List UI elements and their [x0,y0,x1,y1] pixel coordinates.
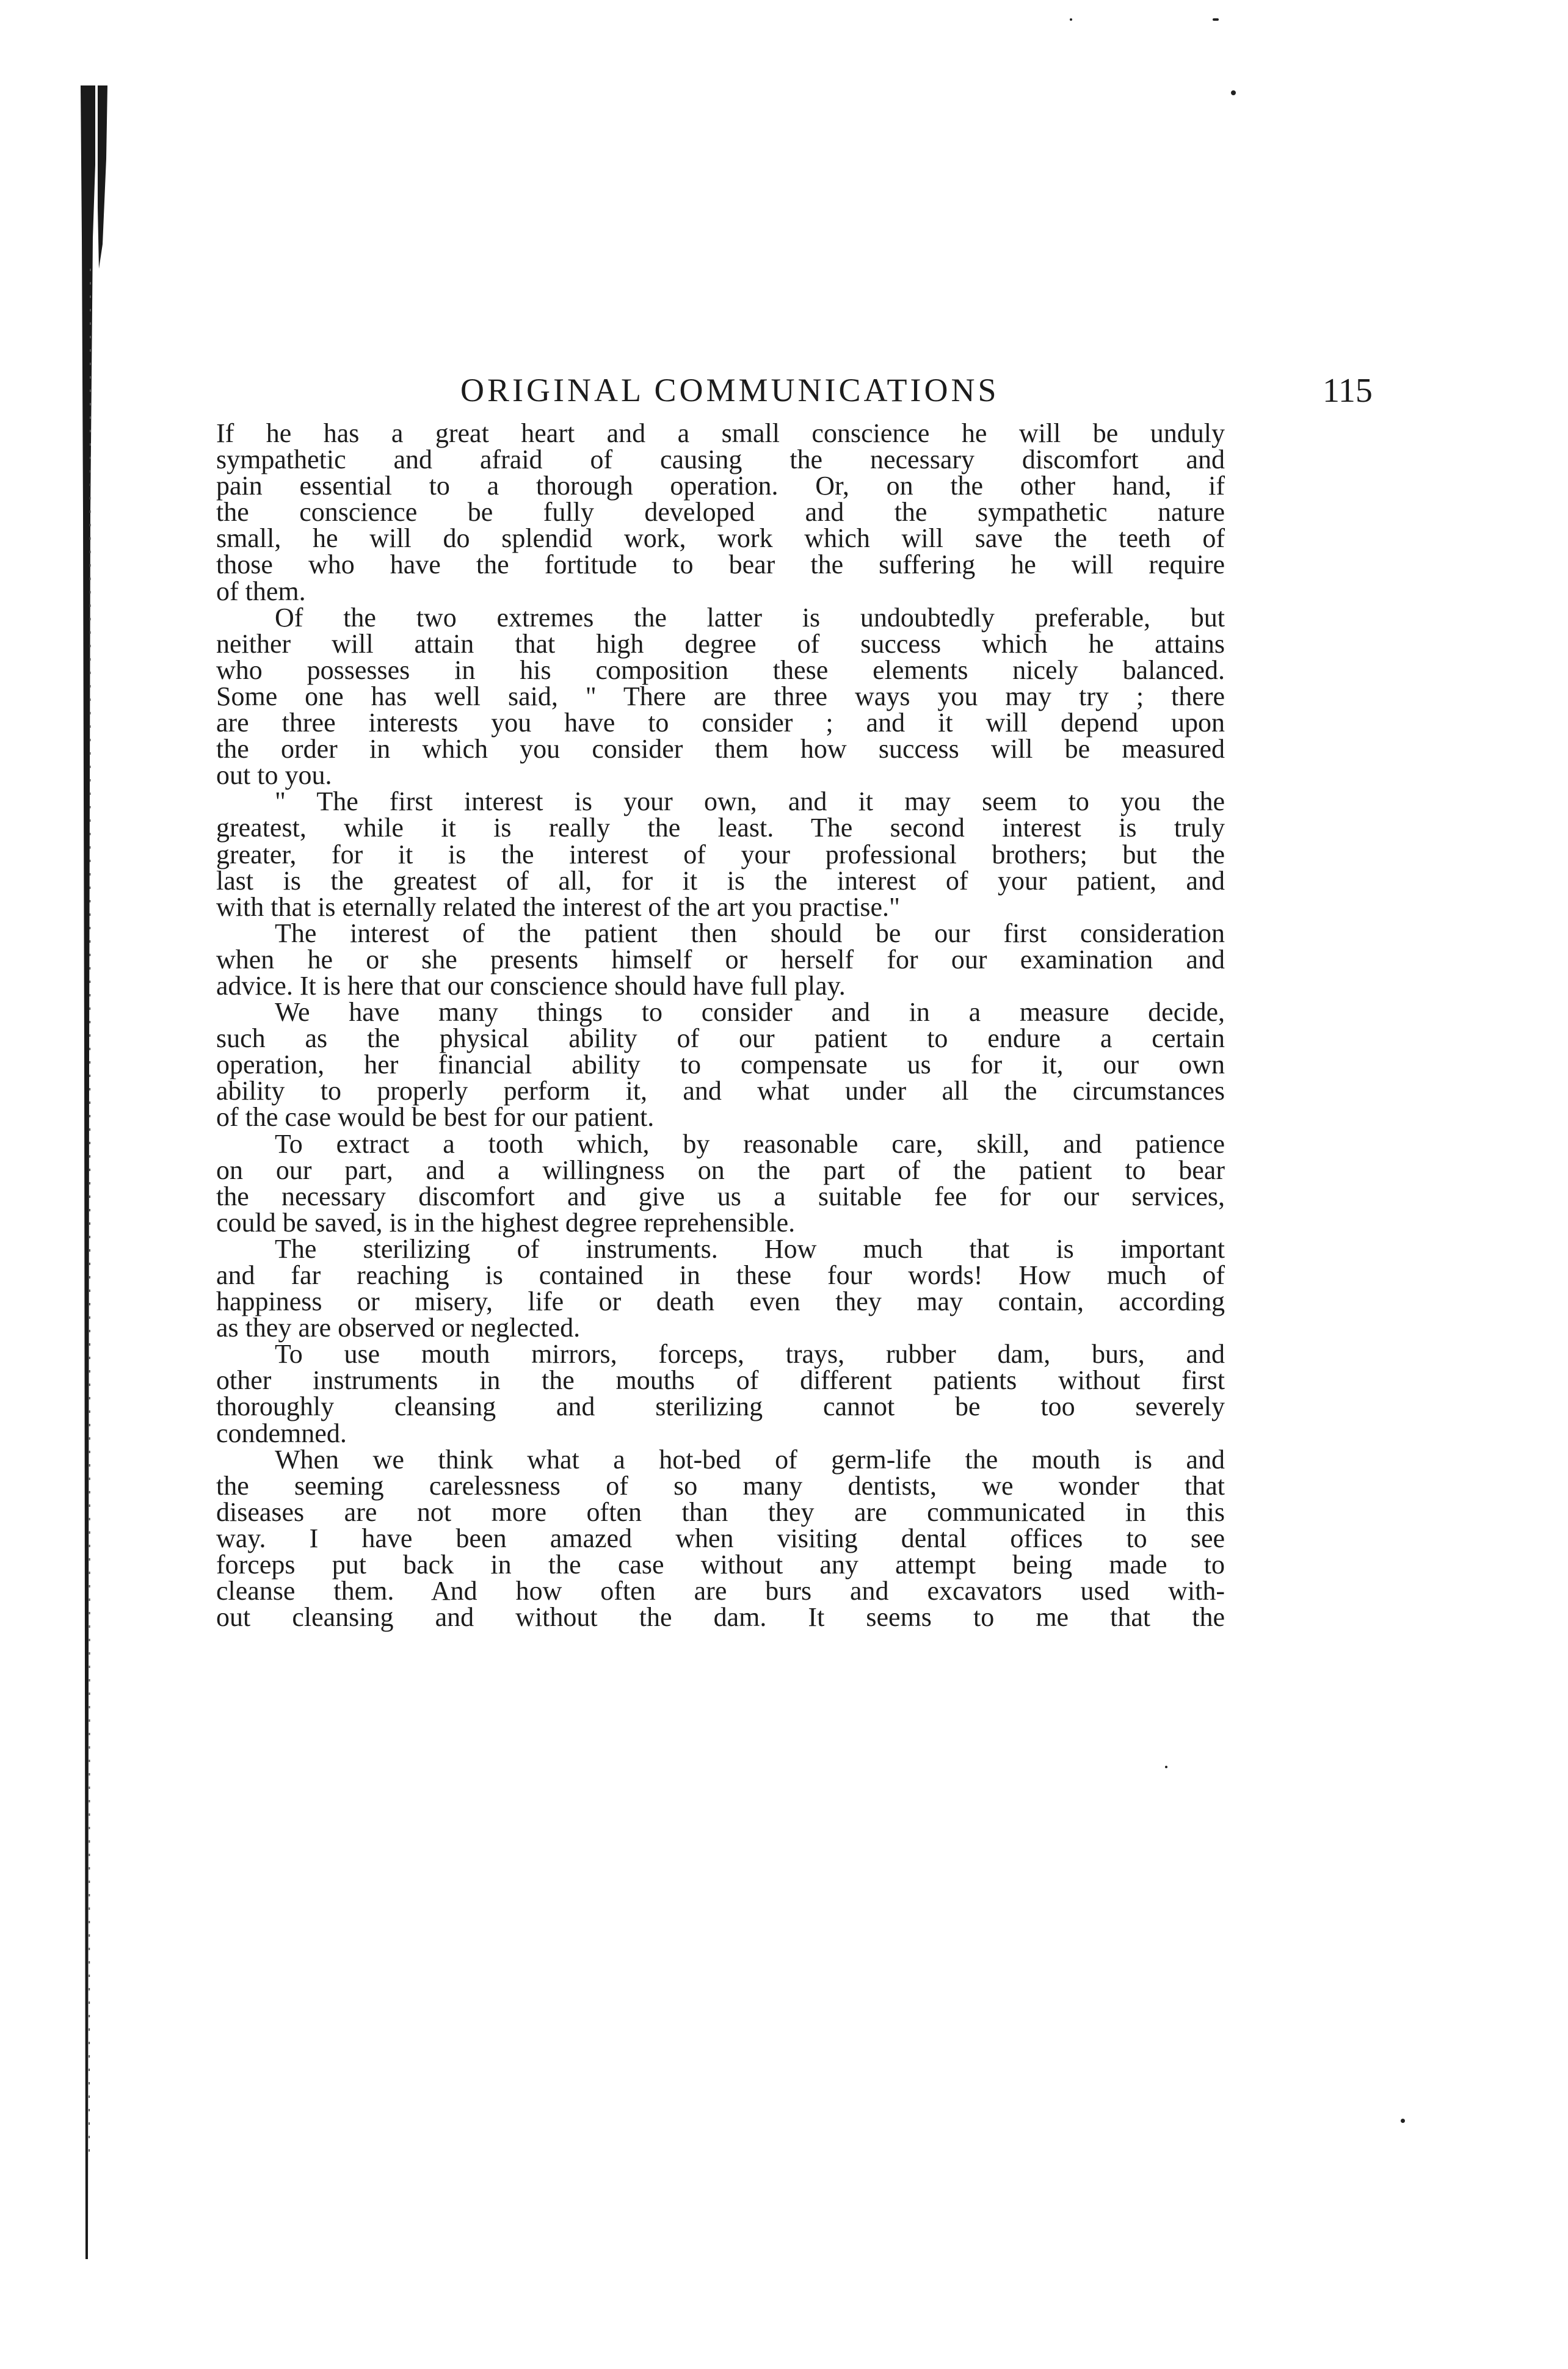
text-line: pain essential to a thorough operation. Or, on the other hand, if [216,471,1225,501]
text-line: happiness or misery, life or death even they may contain, according [216,1286,1225,1317]
ink-speck [1401,2119,1405,2123]
text-line: small, he will do splendid work, work which will save the teeth of [216,523,1225,554]
ink-speck [1213,18,1219,21]
text-line: other instruments in the mouths of different patients without first [216,1365,1225,1396]
text-line: The interest of the patient then should be our first consideration [275,918,1225,948]
text-line: out to you. [216,760,332,791]
text-line: If he has a great heart and a small conscience he will be unduly [216,418,1225,448]
text-line: of the case would be best for our patient. [216,1102,655,1133]
text-line: who possesses in his composition these elements nicely balanced. [216,655,1225,685]
text-line: neither will attain that high degree of success which he attains [216,628,1225,659]
text-line: When we think what a hot-bed of germ-life the mouth is and [275,1444,1225,1475]
text-line: way. I have been amazed when visiting dental offices to see [216,1523,1225,1553]
text-line: out cleansing and without the dam. It seems to me that the [216,1602,1225,1633]
text-line: as they are observed or neglected. [216,1313,581,1343]
running-head [216,371,1568,420]
text-line: such as the physical ability of our patient to endure a certain [216,1023,1225,1054]
text-line: The sterilizing of instruments. How much that is important [275,1233,1225,1264]
ink-speck [1070,18,1072,21]
text-line: We have many things to consider and in a measure decide, [275,997,1225,1028]
text-line: with that is eternally related the interest of the art you practise." [216,891,901,922]
text-line: of them. [216,576,306,606]
text-line: greater, for it is the interest of your professional brothers; but the [216,839,1225,869]
text-line: To use mouth mirrors, forceps, trays, rubber dam, burs, and [275,1339,1225,1370]
body-text [216,418,1225,1633]
text-line: forceps put back in the case without any attempt being made to [216,1550,1225,1580]
text-line: on our part, and a willingness on the part of the patient to bear [216,1155,1225,1185]
text-line: Some one has well said, " There are three ways you may try ; there [216,681,1225,711]
text-line: sympathetic and afraid of causing the necessary discomfort and [216,444,1225,475]
text-line: diseases are not more often than they are communicated in this [216,1496,1225,1527]
text-line: To extract a tooth which, by reasonable care, skill, and patience [275,1128,1225,1159]
text-line: those who have the fortitude to bear the suffering he will require [216,550,1225,580]
text-line: when he or she presents himself or herself for our examination and [216,944,1225,974]
text-line: the necessary discomfort and give us a suitable fee for our services, [216,1181,1225,1211]
text-line: thoroughly cleansing and sterilizing cannot be too severely [216,1391,1225,1422]
text-line: and far reaching is contained in these four words! How much of [216,1260,1225,1290]
text-line: condemned. [216,1418,347,1448]
text-line: could be saved, is in the highest degree reprehensible. [216,1207,796,1238]
text-line: are three interests you have to consider ; and it will depend upon [216,708,1225,738]
page-number: 115 [1323,372,1373,410]
text-line: ability to properly perform it, and what under all the circumstances [216,1076,1225,1106]
text-line: the order in which you consider them how success will be measured [216,734,1225,764]
text-line: cleanse them. And how often are burs and excavators used with- [216,1576,1225,1606]
text-line: advice. It is here that our conscience should have full play. [216,970,846,1001]
ink-speck [1165,1766,1167,1768]
running-title: ORIGINAL COMMUNICATIONS [460,372,1000,408]
binding-edge-graphic [77,85,110,2259]
text-line: operation, her financial ability to compensate us for it, our own [216,1050,1225,1080]
text-line: last is the greatest of all, for it is the interest of your patient, and [216,865,1225,896]
text-line: " The first interest is your own, and it may seem to you the [275,786,1225,817]
page-binding-edge [77,85,110,2259]
text-line: the conscience be fully developed and the sympathetic nature [216,497,1225,528]
text-line: Of the two extremes the latter is undoubtedly preferable, but [275,602,1225,633]
text-line: the seeming carelessness of so many dentists, we wonder that [216,1470,1225,1501]
ink-speck [1231,90,1236,95]
text-line: greatest, while it is really the least. The second interest is truly [216,813,1225,843]
